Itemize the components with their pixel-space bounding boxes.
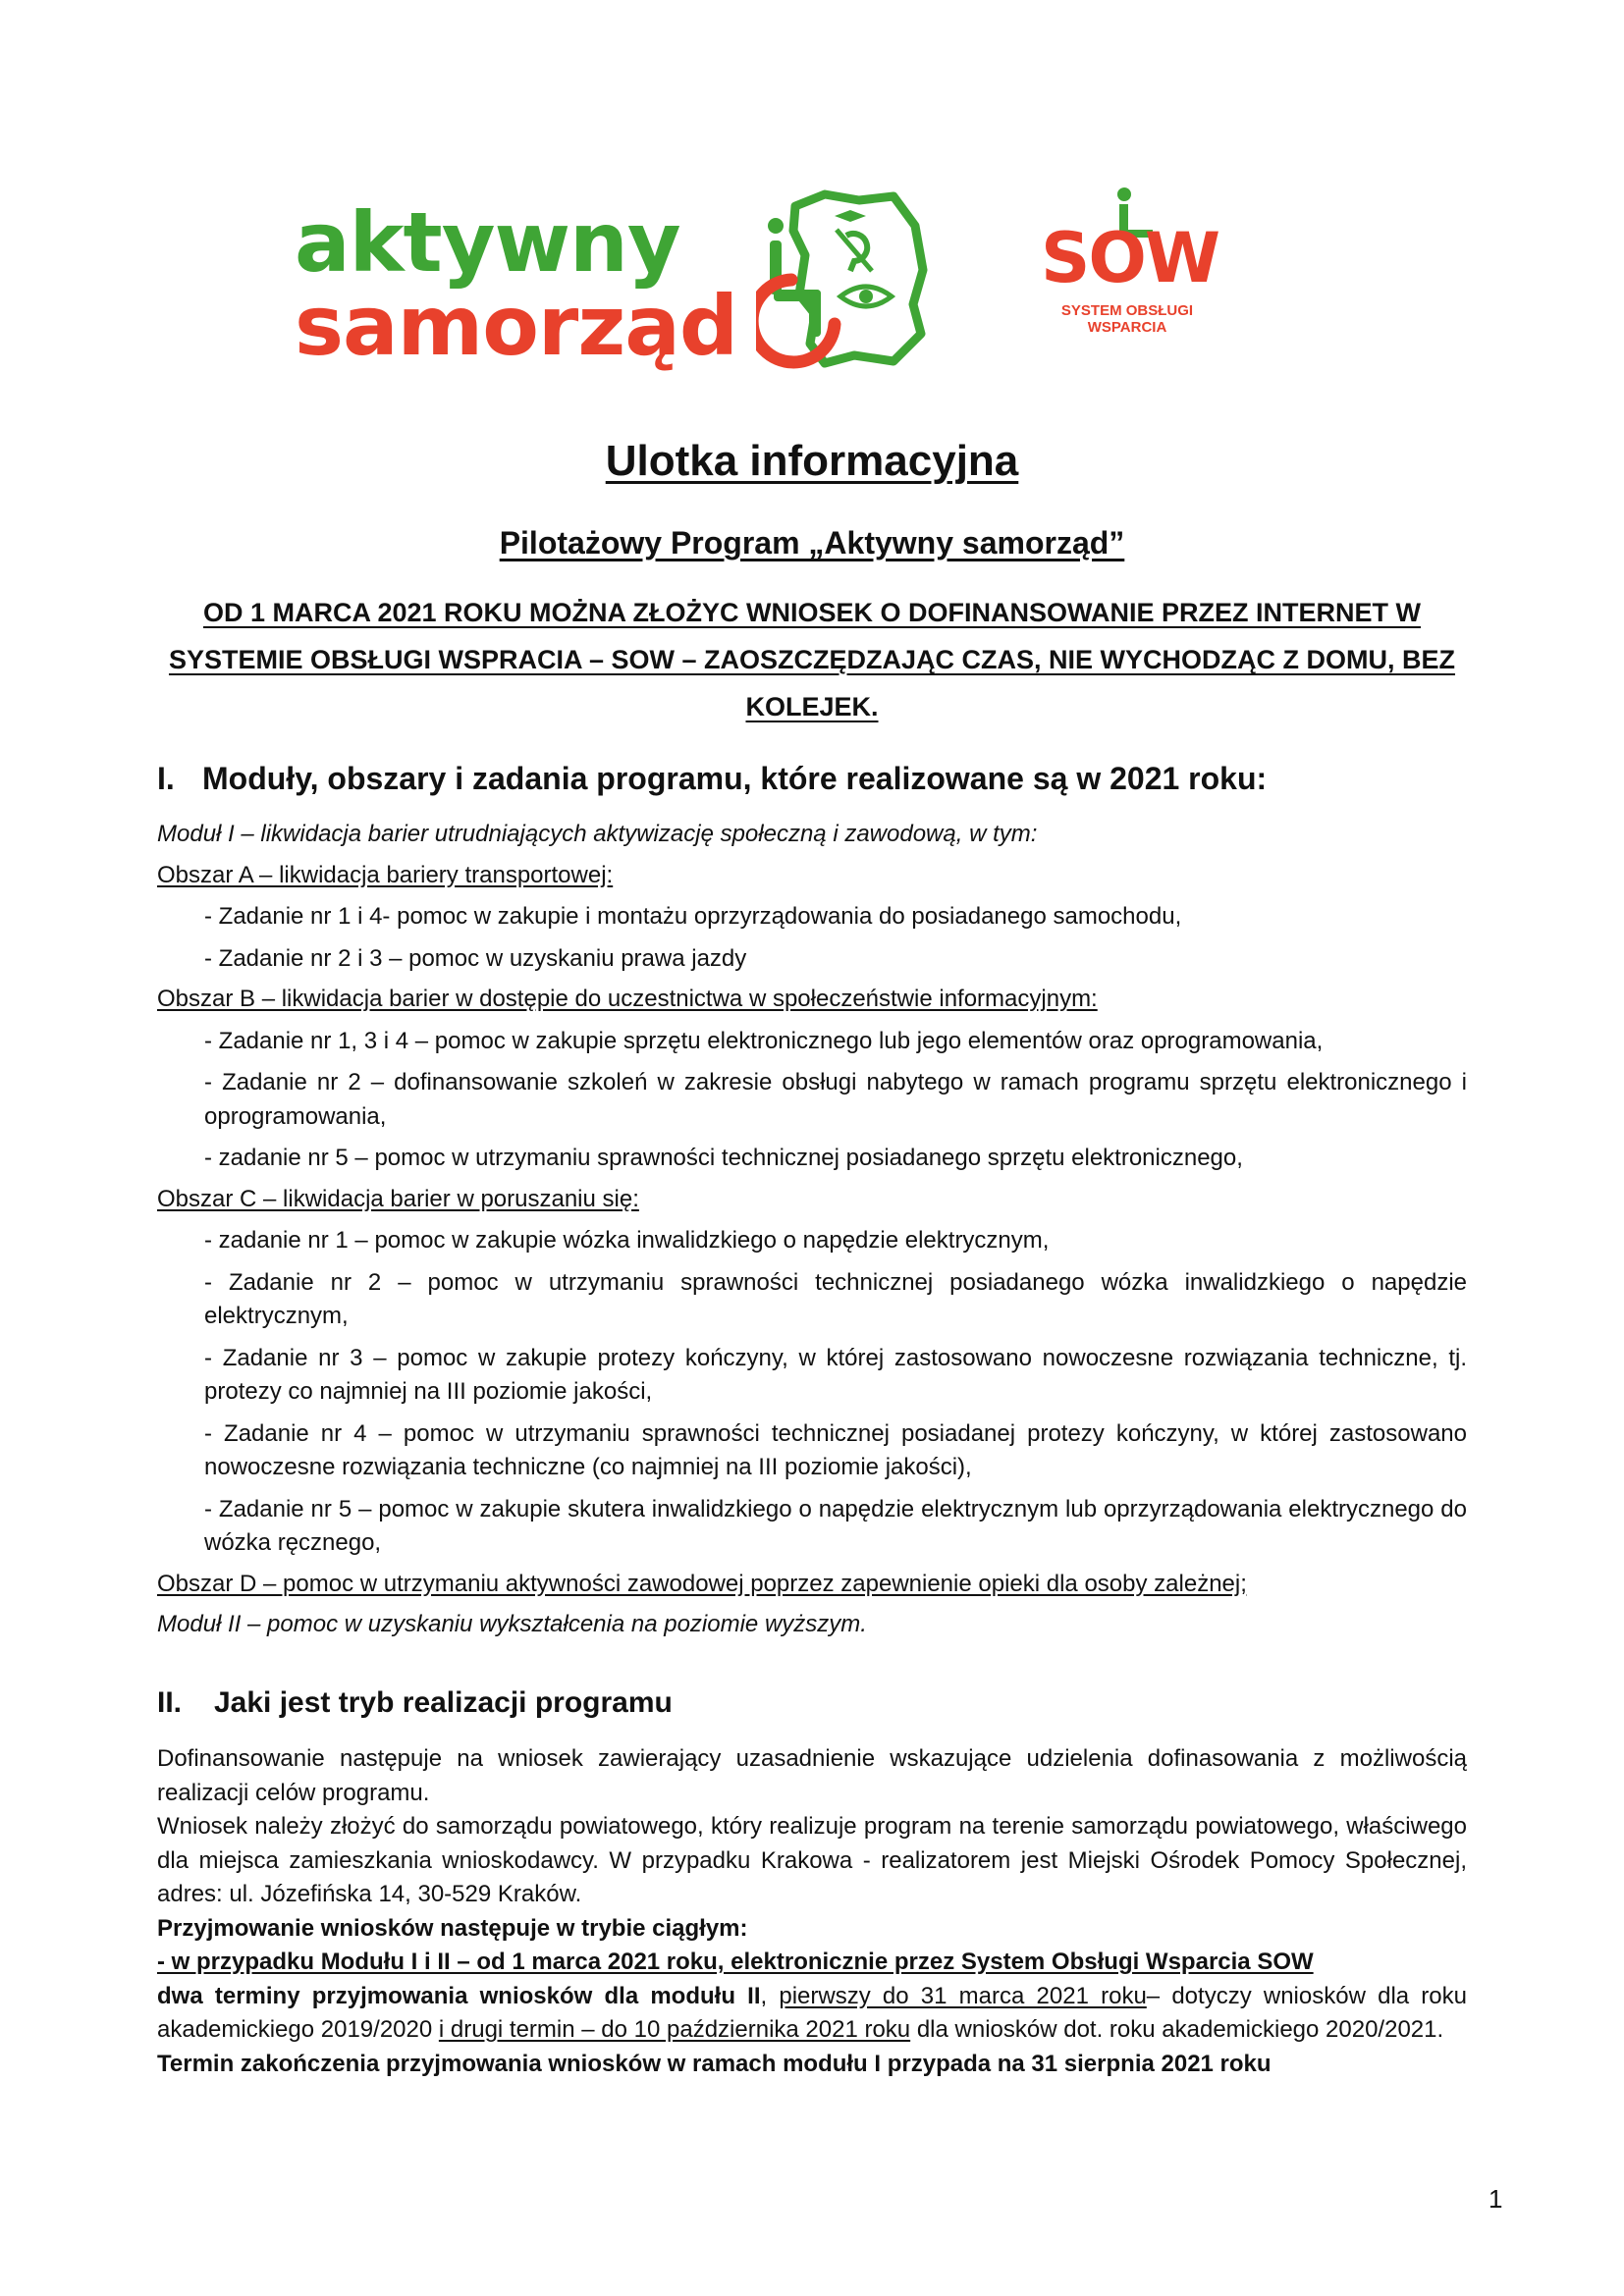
area-c-task: - zadanie nr 1 – pomoc w zakupie wózka inwalidzkiego o napędzie elektrycznym,: [204, 1227, 1050, 1254]
aktywny-samorzad-logo-line1: aktywny: [295, 194, 680, 291]
section-2-paragraph: Dofinansowanie następuje na wniosek zawierający uzasadnienie wskazujące udzielenia dofinasowania z możliwością realizacji celów programu.: [157, 1745, 1467, 1806]
sow-subtitle-line1: SYSTEM OBSŁUGI: [1060, 302, 1194, 319]
area-b-task: - zadanie nr 5 – pomoc w utrzymaniu sprawności technicznej posiadanego sprzętu elektronicznego,: [204, 1145, 1243, 1171]
area-a-task: - Zadanie nr 2 i 3 – pomoc w uzyskaniu prawa jazdy: [204, 944, 747, 972]
section-1-title: Moduły, obszary i zadania programu, które realizowane są w 2021 roku:: [202, 761, 1268, 796]
headline-announcement: OD 1 MARCA 2021 ROKU MOŻNA ZŁOŻYC WNIOSEK O DOFINANSOWANIE PRZEZ INTERNET W SYSTEMIE OBSŁUGI WSPRACIA – SOW – ZAOSZCZĘDZAJĄC CZAS, NIE WYCHODZĄC Z DOMU, BEZ KOLEJEK.: [168, 598, 1456, 721]
module-1-intro: Moduł I – likwidacja barier utrudniających aktywizację społeczną i zawodową, w tym:: [157, 821, 1038, 847]
area-d-title: Obszar D – pomoc w utrzymaniu aktywności zawodowej poprzez zapewnienie opieki dla osoby zależnej;: [157, 1570, 1247, 1597]
area-b-task: - Zadanie nr 2 – dofinansowanie szkoleń w zakresie obsługi nabytego w ramach programu sprzętu elektronicznego i oprogramowania,: [204, 1069, 1467, 1130]
section-1-body: [157, 818, 1467, 1642]
first-term-note: – dotyczy wniosków dla roku akademickiego 2019/2020: [157, 1982, 1467, 2043]
sow-subtitle-line2: WSPARCIA: [1087, 319, 1167, 336]
area-c-title: Obszar C – likwidacja barier w poruszaniu się:: [157, 1185, 639, 1212]
area-c-task: - Zadanie nr 4 – pomoc w utrzymaniu sprawności technicznej posiadanej protezy kończyny, w której zastosowano nowoczesne rozwiązania techniczne (co najmniej na III poziomie jakości),: [204, 1419, 1467, 1480]
area-c-task: - Zadanie nr 5 – pomoc w zakupie skutera inwalidzkiego o napędzie elektrycznym lub oprzyrządowania elektrycznego do wózka ręcznego,: [204, 1495, 1467, 1556]
second-term-note: dla wniosków dot. roku akademickiego 2020/2021.: [910, 2016, 1444, 2043]
section-2-paragraph: Wniosek należy złożyć do samorządu powiatowego, który realizuje program na terenie samorządu powiatowego, właściwego dla miejsca zamieszkania wnioskodawcy. W przypadku Krakowa - realizatorem jest Miejski Ośrodek Pomocy Społecznej, adres: ul. Józefińska 14, 30-529 Kraków.: [157, 1813, 1467, 1907]
document-title: Ulotka informacyjna: [605, 437, 1019, 485]
module-1-deadline: Termin zakończenia przyjmowania wniosków w ramach modułu I przypada na 31 sierpnia 2021 roku: [157, 2050, 1272, 2077]
document-subtitle: Pilotażowy Program „Aktywny samorząd”: [499, 525, 1125, 561]
modules-intake-line: - w przypadku Modułu I i II – od 1 marca 2021 roku, elektronicznie przez System Obsługi Wsparcia SOW: [157, 1949, 1314, 1975]
header-logos: [295, 187, 1276, 383]
area-a-task: - Zadanie nr 1 i 4- pomoc w zakupie i montażu oprzyrządowania do posiadanego samochodu,: [204, 903, 1182, 930]
sow-logo: [1041, 187, 1218, 344]
section-2-body: [157, 1742, 1467, 2081]
second-term: i drugi termin – do 10 października 2021 roku: [438, 2016, 911, 2043]
area-c-task: - Zadanie nr 2 – pomoc w utrzymaniu sprawności technicznej posiadanego wózka inwalidzkiego o napędzie elektrycznym,: [204, 1268, 1467, 1329]
first-term: pierwszy do 31 marca 2021 roku: [779, 1982, 1147, 2009]
page-number: 1: [1489, 2184, 1503, 2214]
continuous-intake-heading: Przyjmowanie wniosków następuje w trybie ciągłym:: [157, 1914, 748, 1942]
section-2-title: Jaki jest tryb realizacji programu: [214, 1686, 673, 1719]
module-2-intro: Moduł II – pomoc w uzyskaniu wykształcenia na poziomie wyższym.: [157, 1611, 867, 1637]
section-2-heading: [157, 1686, 673, 1720]
area-b-title: Obszar B – likwidacja barier w dostępie do uczestnictwa w społeczeństwie informacyjnym:: [157, 986, 1098, 1012]
area-c-task: - Zadanie nr 3 – pomoc w zakupie protezy kończyny, w której zastosowano nowoczesne rozwiązania techniczne, tj. protezy co najmniej na III poziomie jakości,: [204, 1344, 1467, 1405]
module-2-terms-label: dwa terminy przyjmowania wniosków dla modułu II: [157, 1982, 761, 2009]
sow-wordmark: SOW: [1041, 218, 1219, 298]
sow-subtitle: [1049, 302, 1206, 336]
section-2-number: II.: [157, 1686, 183, 1719]
area-b-task: - Zadanie nr 1, 3 i 4 – pomoc w zakupie sprzętu elektronicznego lub jego elementów oraz oprogramowania,: [204, 1027, 1324, 1054]
area-a-title: Obszar A – likwidacja bariery transportowej:: [157, 861, 614, 888]
poland-map-accessibility-icon: [756, 187, 933, 373]
aktywny-samorzad-logo-line2: samorząd: [295, 278, 738, 374]
module-2-terms-comma: ,: [760, 1982, 780, 2009]
section-1-number: I.: [157, 761, 175, 796]
section-1-heading: [157, 761, 1267, 797]
module-2-terms: [157, 1980, 1467, 2048]
